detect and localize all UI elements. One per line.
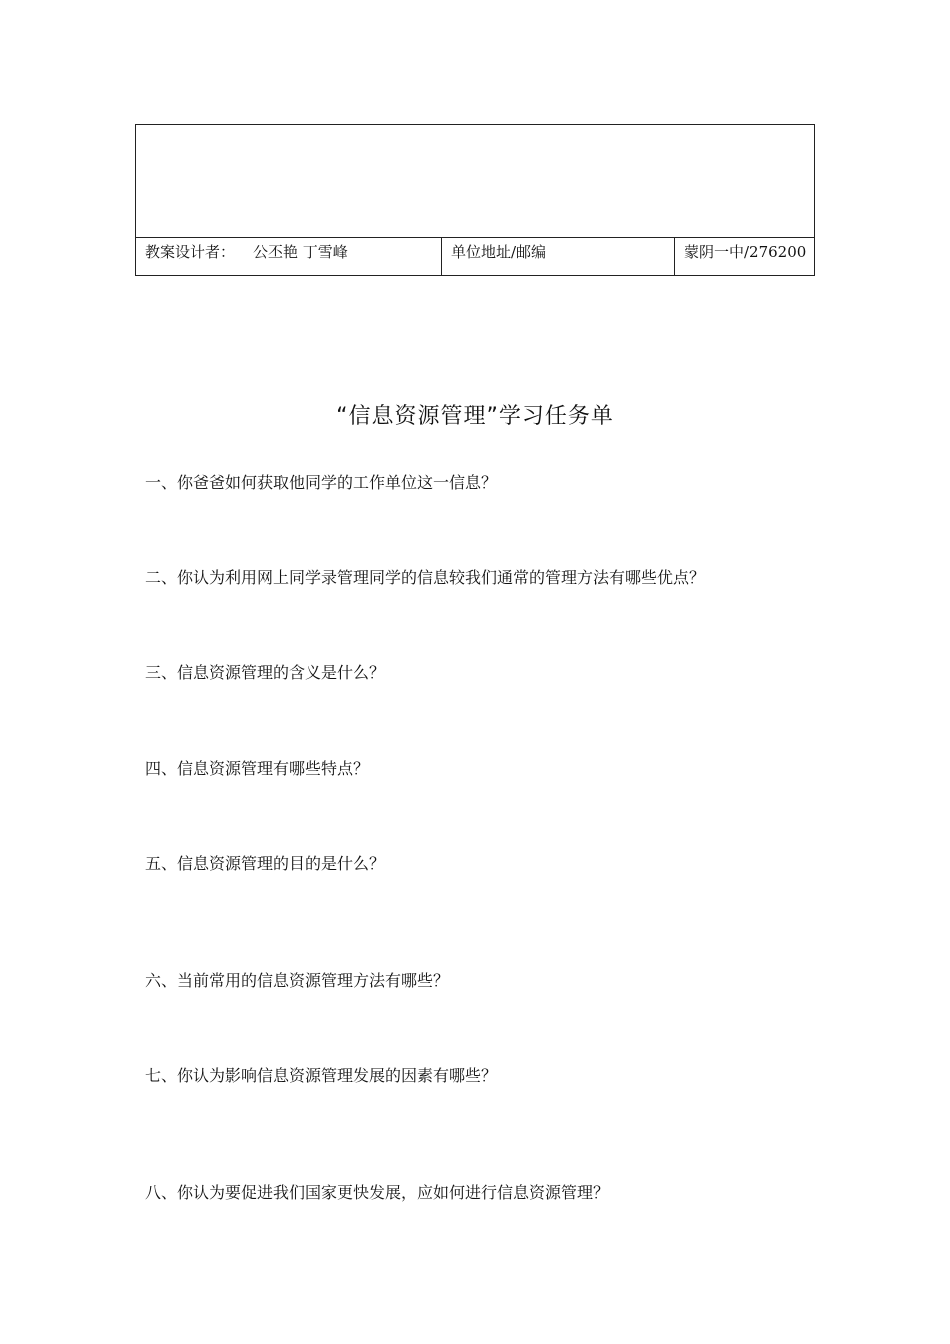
info-table [135, 124, 815, 276]
designer-label: 教案设计者： [145, 243, 236, 261]
address-label: 单位地址/邮编 [442, 238, 675, 275]
question-2: 二、你认为利用网上同学录管理同学的信息较我们通常的管理方法有哪些优点？ [145, 568, 706, 587]
question-7: 七、你认为影响信息资源管理发展的因素有哪些？ [145, 1066, 498, 1085]
designer-cell [136, 238, 442, 275]
question-6: 六、当前常用的信息资源管理方法有哪些？ [145, 971, 450, 990]
question-4: 四、信息资源管理有哪些特点？ [145, 759, 370, 778]
blank-table-area [136, 125, 814, 238]
question-3: 三、信息资源管理的含义是什么？ [145, 663, 386, 682]
info-table-row [136, 238, 814, 275]
page-title: “信息资源管理”学习任务单 [336, 404, 614, 429]
question-5: 五、信息资源管理的目的是什么？ [145, 854, 386, 873]
question-1: 一、你爸爸如何获取他同学的工作单位这一信息？ [145, 473, 498, 492]
address-value: 蒙阴一中/276200 [684, 243, 807, 261]
question-8: 八、你认为要促进我们国家更快发展，应如何进行信息资源管理？ [145, 1183, 610, 1202]
designer-names: 公丕艳 丁雪峰 [253, 243, 348, 261]
